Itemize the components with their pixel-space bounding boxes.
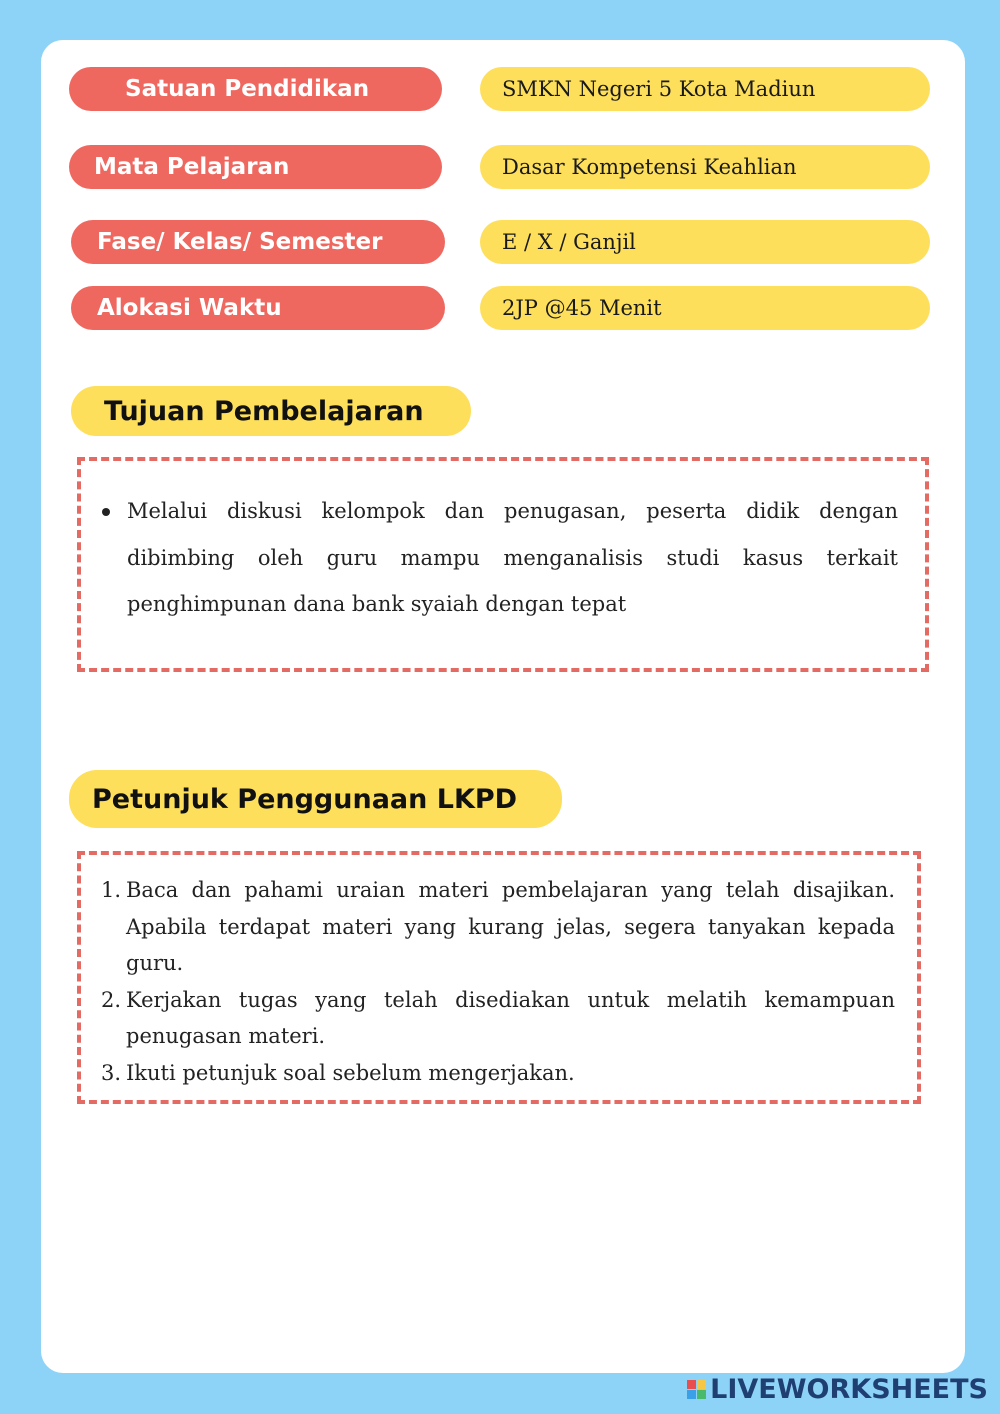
list-item <box>101 982 895 1055</box>
value-text: SMKN Negeri 5 Kota Madiun <box>502 77 816 101</box>
item-number: 1. <box>101 878 122 902</box>
label-alokasi-waktu <box>71 286 445 330</box>
value-fase-kelas-semester <box>480 220 930 264</box>
list-item <box>101 1055 895 1092</box>
logo-square <box>687 1380 696 1389</box>
heading-text: Petunjuk Penggunaan LKPD <box>92 783 518 815</box>
petunjuk-heading <box>69 770 562 828</box>
value-text: 2JP @45 Menit <box>502 296 662 320</box>
list-item-text: Kerjakan tugas yang telah disediakan untuk melatih kemampuan penugasan materi. <box>126 987 895 1048</box>
logo-square <box>697 1380 706 1389</box>
label-text: Mata Pelajaran <box>94 154 290 180</box>
tujuan-list <box>127 488 898 628</box>
bullet-icon <box>102 508 110 516</box>
liveworksheets-logo-icon <box>687 1380 706 1399</box>
heading-text: Tujuan Pembelajaran <box>104 395 424 427</box>
logo-square <box>697 1390 706 1399</box>
list-item <box>101 872 895 982</box>
label-text: Satuan Pendidikan <box>125 76 370 102</box>
value-text: E / X / Ganjil <box>502 230 636 254</box>
logo-square <box>687 1390 696 1399</box>
list-item-text: Ikuti petunjuk soal sebelum mengerjakan. <box>126 1060 575 1085</box>
tujuan-heading <box>71 386 471 436</box>
value-alokasi-waktu <box>480 286 930 330</box>
list-item <box>127 488 898 628</box>
label-fase-kelas-semester <box>71 220 445 264</box>
label-text: Fase/ Kelas/ Semester <box>97 229 383 255</box>
tujuan-box <box>77 457 929 672</box>
list-item-text: Baca dan pahami uraian materi pembelajaran yang telah disajikan. Apabila terdapat materi yang kurang jelas, segera tanyakan kepada guru. <box>126 878 895 975</box>
list-item-text: Melalui diskusi kelompok dan penugasan, peserta didik dengan dibimbing oleh guru mampu menganalisis studi kasus terkait penghimpunan dana bank syaiah dengan tepat <box>127 499 898 616</box>
item-number: 3. <box>101 1060 122 1085</box>
label-text: Alokasi Waktu <box>97 295 282 321</box>
value-text: Dasar Kompetensi Keahlian <box>502 155 797 179</box>
petunjuk-box <box>77 851 921 1104</box>
liveworksheets-watermark <box>687 1374 988 1405</box>
value-mata-pelajaran <box>480 145 930 189</box>
value-satuan-pendidikan <box>480 67 930 111</box>
label-mata-pelajaran <box>69 145 442 189</box>
label-satuan-pendidikan <box>69 67 442 111</box>
watermark-text: LIVEWORKSHEETS <box>710 1374 988 1405</box>
item-number: 2. <box>101 987 122 1012</box>
